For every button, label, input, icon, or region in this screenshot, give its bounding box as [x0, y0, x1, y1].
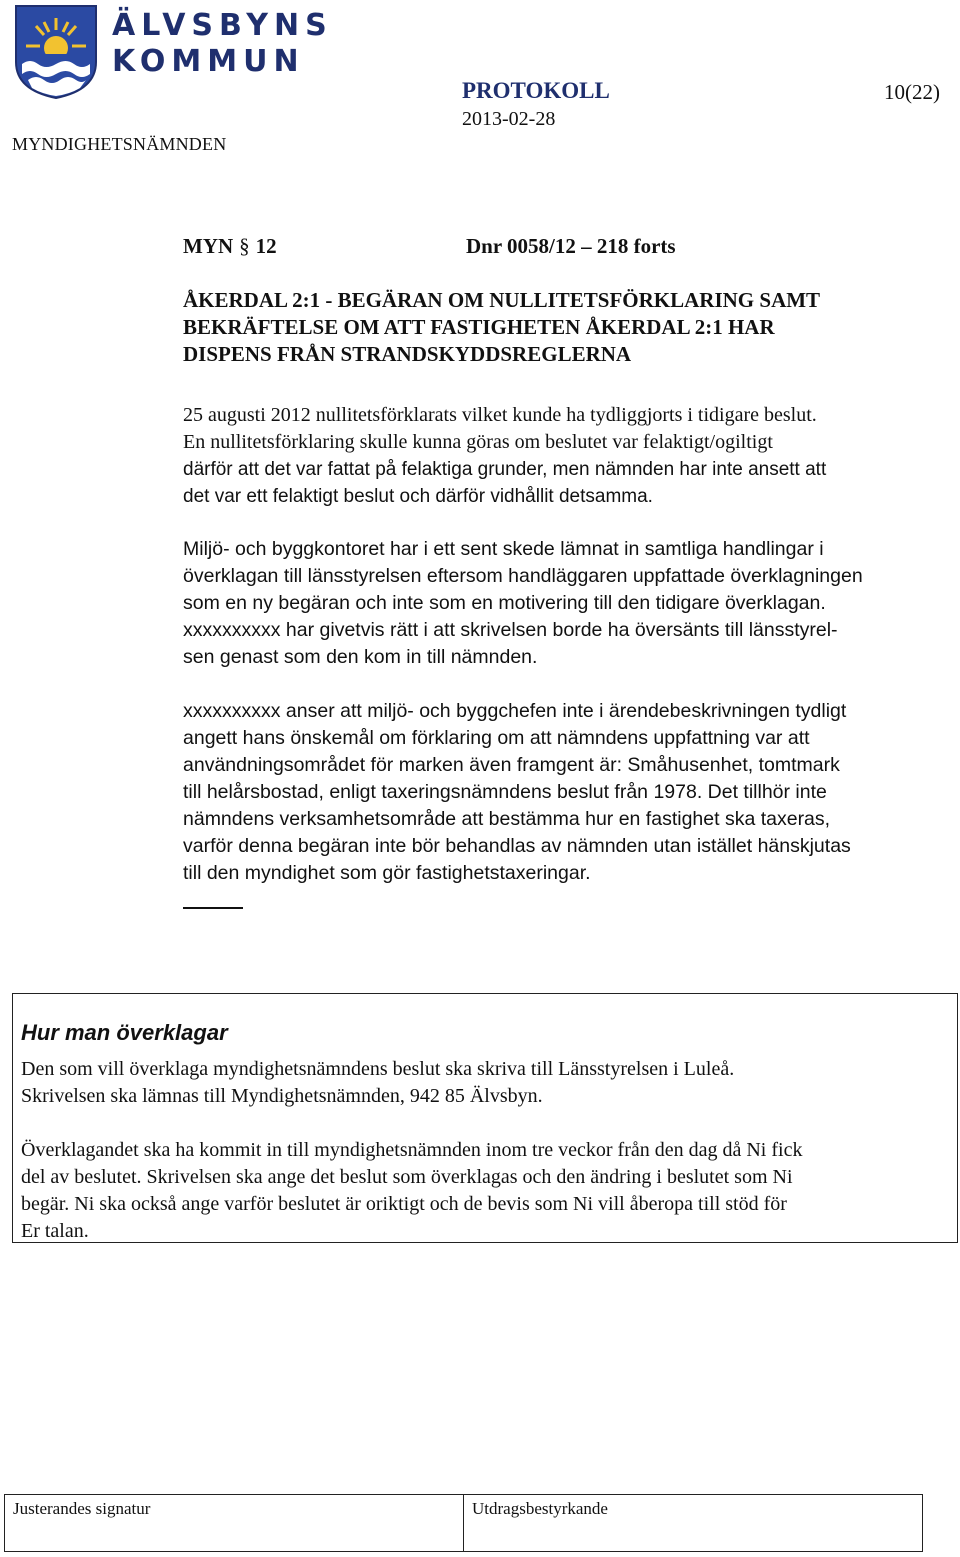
signature-cell-utdrag: Utdragsbestyrkande	[472, 1499, 608, 1518]
paragraph-line: En nullitetsförklaring skulle kunna göras om beslutet var felaktigt/ogiltigt	[183, 431, 773, 453]
appeal-paragraph-2	[21, 1137, 941, 1245]
page-number: 10(22)	[884, 80, 940, 104]
paragraph-line: därför att det var fattat på felaktiga grunder, men nämnden har inte ansett att	[183, 459, 827, 480]
paragraph-line: till helårsbostad, enligt taxeringsnämndens beslut från 1978. Det tillhör inte	[183, 781, 827, 803]
paragraph-line: 25 augusti 2012 nullitetsförklarats vilket kunde ha tydliggjorts i tidigare beslut.	[183, 404, 817, 426]
signature-table	[4, 1494, 923, 1552]
case-number: 12	[255, 234, 277, 258]
appeal-line: Den som vill överklaga myndighetsnämndens beslut ska skriva till Länsstyrelsen i Luleå.	[21, 1058, 735, 1080]
municipality-name-line1: ÄLVSBYNS	[112, 8, 333, 43]
appeal-line: Överklagandet ska ha kommit in till myndighetsnämnden inom tre veckor från den dag då Ni fick	[21, 1139, 803, 1161]
document-type: PROTOKOLL	[462, 78, 610, 103]
paragraph-line: användningsområdet för marken även framgent är: Småhusenhet, tomtmark	[183, 754, 840, 776]
paragraph-line: angett hans önskemål om förklaring om att nämndens uppfattning var att	[183, 727, 810, 749]
paragraph-line: som en ny begäran och inte som en motivering till den tidigare överklagan.	[183, 592, 826, 614]
appeal-line: del av beslutet. Skrivelsen ska ange det beslut som överklagas och den ändring i beslutet som Ni	[21, 1166, 793, 1188]
case-title-line: DISPENS FRÅN STRANDSKYDDSREGLERNA	[183, 342, 632, 366]
case-title-line: ÅKERDAL 2:1 - BEGÄRAN OM NULLITETSFÖRKLARING SAMT	[183, 288, 821, 312]
case-dnr: Dnr 0058/12 – 218 forts	[466, 234, 676, 258]
paragraph-1	[183, 402, 913, 510]
paragraph-line: det var ett felaktigt beslut och därför vidhållit detsamma.	[183, 486, 653, 507]
paragraph-3	[183, 698, 913, 887]
case-paragraph	[183, 234, 277, 259]
municipality-name-line2: KOMMUN	[112, 44, 305, 79]
paragraph-line: sen genast som den kom in till nämnden.	[183, 646, 538, 668]
paragraph-line: xxxxxxxxxx anser att miljö- och byggchefen inte i ärendebeskrivningen tydligt	[183, 700, 847, 722]
section-end-rule	[183, 907, 243, 909]
paragraph-line: Miljö- och byggkontoret har i ett sent skede lämnat in samtliga handlingar i	[183, 538, 824, 560]
appeal-heading: Hur man överklagar	[21, 1020, 228, 1045]
paragraph-line: xxxxxxxxxx har givetvis rätt i att skrivelsen borde ha översänts till länsstyrel-	[183, 619, 838, 641]
paragraph-2	[183, 536, 913, 671]
appeal-paragraph-1	[21, 1056, 941, 1110]
appeal-line: begär. Ni ska också ange varför beslutet är oriktigt och de bevis som Ni vill åberopa till stöd för	[21, 1193, 787, 1215]
appeal-line: Er talan.	[21, 1220, 89, 1242]
department-name: MYNDIGHETSNÄMNDEN	[12, 134, 227, 154]
paragraph-sign: §	[239, 234, 250, 258]
municipality-name	[112, 8, 333, 80]
coat-of-arms-icon	[14, 4, 98, 100]
paragraph-line: till den myndighet som gör fastighetstaxeringar.	[183, 862, 591, 884]
paragraph-line: nämndens verksamhetsområde att bestämma hur en fastighet ska taxeras,	[183, 808, 831, 830]
case-myn-label: MYN	[183, 234, 234, 258]
paragraph-line: överklagan till länsstyrelsen eftersom handläggaren uppfattade överklagningen	[183, 565, 863, 587]
paragraph-line: varför denna begäran inte bör behandlas av nämnden utan istället hänskjutas	[183, 835, 851, 857]
case-title-line: BEKRÄFTELSE OM ATT FASTIGHETEN ÅKERDAL 2:1 HAR	[183, 315, 775, 339]
document-date: 2013-02-28	[462, 108, 556, 130]
signature-cell-justerande: Justerandes signatur	[5, 1495, 464, 1551]
appeal-line: Skrivelsen ska lämnas till Myndighetsnämnden, 942 85 Älvsbyn.	[21, 1085, 543, 1107]
case-title	[183, 287, 923, 368]
